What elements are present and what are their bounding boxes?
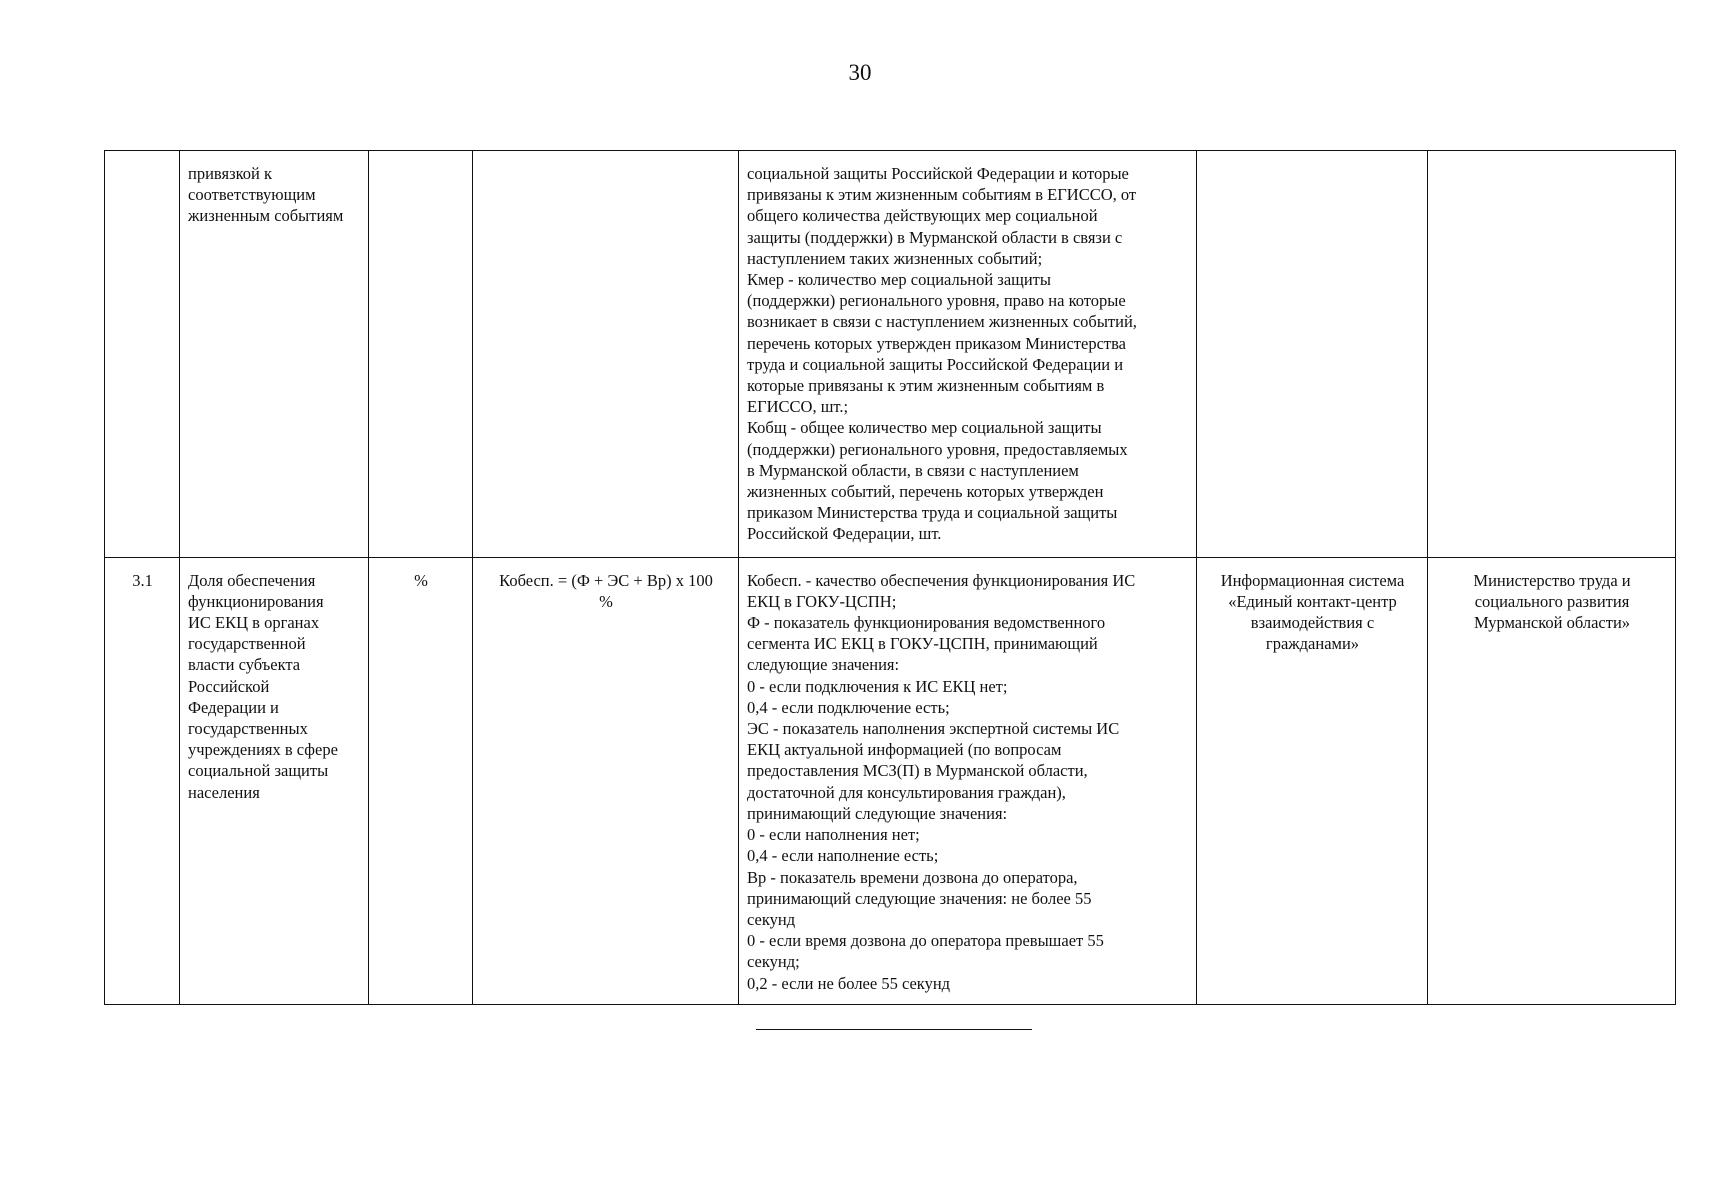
table-row-3-1 <box>105 557 1676 1004</box>
cell-responsible <box>1428 151 1676 558</box>
cell-data-source <box>1197 151 1428 558</box>
cell-unit <box>369 151 473 558</box>
cell-number: 3.1 <box>105 557 180 1004</box>
cell-calculation-method: Кобесп. - качество обеспечения функционирования ИС ЕКЦ в ГОКУ-ЦСПН; Ф - показатель функционирования ведомственного сегмента ИС ЕКЦ в ГОКУ-ЦСПН, принимающий следующие значения: 0 - если подключения к ИС ЕКЦ нет; 0,4 - если подключение есть; ЭС - показатель наполнения экспертной системы ИС ЕКЦ актуальной информацией (по вопросам предоставления МСЗ(П) в Мурманской области, достаточной для консультирования граждан), принимающий следующие значения: 0 - если наполнения нет; 0,4 - если наполнение есть; Вр - показатель времени дозвона до оператора, принимающий следующие значения: не более 55 секунд 0 - если время дозвона до оператора превышает 55 секунд; 0,2 - если не более 55 секунд <box>739 557 1197 1004</box>
cell-calculation-method: социальной защиты Российской Федерации и которые привязаны к этим жизненным событиям в ЕГИССО, от общего количества действующих мер социальной защиты (поддержки) в Мурманской области в связи с наступлением таких жизненных событий; Кмер - количество мер социальной защиты (поддержки) регионального уровня, право на которые возникает в связи с наступлением жизненных событий, перечень которых утвержден приказом Министерства труда и социальной защиты Российской Федерации и которые привязаны к этим жизненным событиям в ЕГИССО, шт.; Кобщ - общее количество мер социальной защиты (поддержки) регионального уровня, предоставляемых в Мурманской области, в связи с наступлением жизненных событий, перечень которых утвержден приказом Министерства труда и социальной защиты Российской Федерации, шт. <box>739 151 1197 558</box>
cell-indicator-name: Доля обеспечения функционирования ИС ЕКЦ в органах государственной власти субъекта Российской Федерации и государственных учреждениях в сфере социальной защиты населения <box>180 557 369 1004</box>
cell-formula: Кобесп. = (Ф + ЭС + Вр) х 100 % <box>473 557 739 1004</box>
cell-formula <box>473 151 739 558</box>
indicators-table <box>104 150 1676 1005</box>
cell-indicator-name: привязкой к соответствующим жизненным событиям <box>180 151 369 558</box>
table-row-continued <box>105 151 1676 558</box>
cell-data-source: Информационная система «Единый контакт-центр взаимодействия с гражданами» <box>1197 557 1428 1004</box>
footer-divider-line <box>756 1029 1032 1030</box>
cell-responsible: Министерство труда и социального развития Мурманской области» <box>1428 557 1676 1004</box>
cell-number <box>105 151 180 558</box>
page-number: 30 <box>848 60 872 85</box>
cell-unit: % <box>369 557 473 1004</box>
